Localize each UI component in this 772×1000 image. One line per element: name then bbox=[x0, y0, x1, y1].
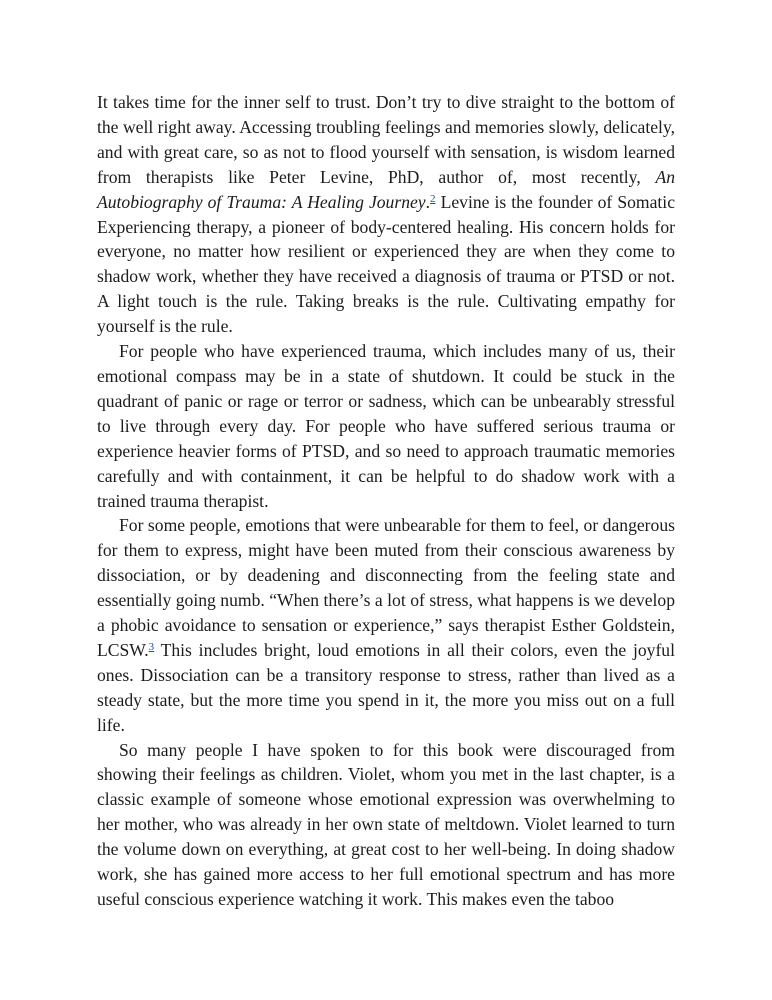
paragraph-3-text-cont: This includes bright, loud emotions in all their colors, even the joyful ones. Dissociation can be a transitory response to stress, rather than lived as a steady state, but the more time you spend in it, the more you miss out on a full life. bbox=[97, 639, 675, 735]
footnote-link-2[interactable]: 2 bbox=[430, 192, 436, 205]
paragraph-3-text: For some people, emotions that were unbearable for them to feel, or dangerous for them to express, might have been muted from their conscious awareness by dissociation, or by deadening and disconnecting from the feeling state and essentially going numb. “When there’s a lot of stress, what happens is we develop a phobic avoidance to sensation or experience,” says therapist Esther Goldstein, LCSW. bbox=[97, 515, 675, 660]
paragraph-1-text-cont: Levine is the founder of Somatic Experiencing therapy, a pioneer of body-centered healing. His concern holds for everyone, no matter how resilient or experienced they are when they come to shadow work, whether they have received a diagnosis of trauma or PTSD or not. A light touch is the rule. Taking breaks is the rule. Cultivating empathy for yourself is the rule. bbox=[97, 191, 675, 337]
paragraph-4: So many people I have spoken to for this book were discouraged from showing their feelings as children. Violet, whom you met in the last chapter, is a classic example of someone whose emotional expression was overwhelming to her mother, who was already in her own state of meltdown. Violet learned to turn the volume down on everything, at great cost to her well-being. In doing shadow work, she has gained more access to her full emotional spectrum and has more useful conscious experience watching it work. This makes even the taboo bbox=[97, 739, 675, 909]
footnote-link-3[interactable]: 3 bbox=[148, 640, 155, 653]
paragraph-1 bbox=[97, 90, 675, 339]
paragraph-1-text: It takes time for the inner self to trust. Don’t try to dive straight to the bottom of the well right away. Accessing troubling feelings and memories slowly, delicately, and with great care, so as not to flood yourself with sensation, is wisdom learned from therapists like Peter Levine, PhD, author of, most recently, bbox=[97, 92, 675, 187]
title-period: . bbox=[425, 191, 431, 212]
book-title: An Autobiography of Trauma: A Healing Journey bbox=[97, 166, 675, 212]
paragraph-2: For people who have experienced trauma, which includes many of us, their emotional compass may be in a state of shutdown. It could be stuck in the quadrant of panic or rage or terror or sadness, which can be unbearably stressful to live through every day. For people who have suffered serious trauma or experience heavier forms of PTSD, and so need to approach traumatic memories carefully and with containment, it can be helpful to do shadow work with a trained trauma therapist. bbox=[97, 341, 675, 511]
page-body bbox=[97, 90, 675, 912]
paragraph-3 bbox=[97, 513, 675, 737]
